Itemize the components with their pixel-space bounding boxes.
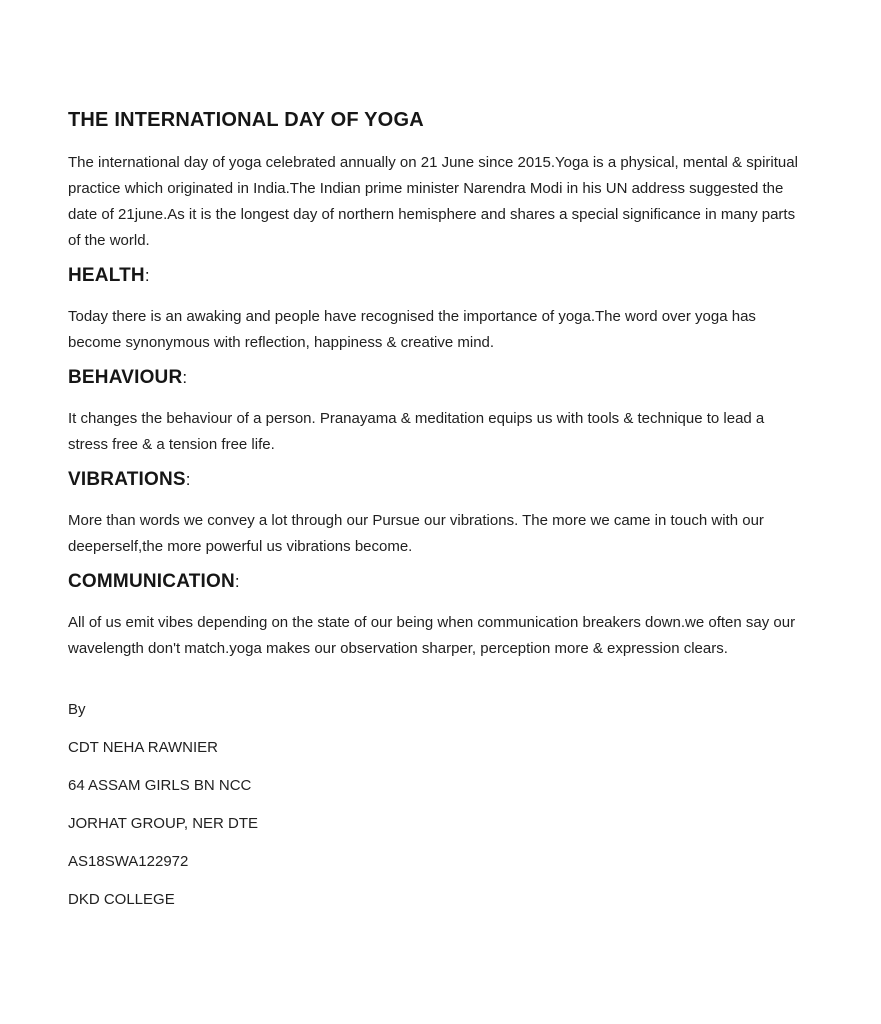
intro-paragraph: The international day of yoga celebrated annually on 21 June since 2015.Yoga is a physical, mental & spiritual practice which originated in India.The Indian prime minister Narendra Modi in his UN address suggested the date of 21june.As it is the longest day of northern hemisphere and shares a special significance in many parts of the world. [68, 154, 798, 249]
section-heading-text: BEHAVIOUR [68, 367, 183, 388]
signature-name: CDT NEHA RAWNIER [68, 739, 219, 756]
section-heading-text: HEALTH [68, 265, 145, 286]
signature-regimental-number: AS18SWA122972 [68, 853, 189, 870]
section-health [68, 264, 808, 356]
signature-group: JORHAT GROUP, NER DTE [68, 815, 259, 832]
section-heading-colon: : [182, 368, 188, 387]
section-communication [68, 570, 808, 662]
section-communication-heading [68, 570, 808, 594]
section-health-heading [68, 264, 808, 288]
section-vibrations [68, 468, 808, 560]
section-heading-text: VIBRATIONS [68, 469, 186, 490]
document-title: THE INTERNATIONAL DAY OF YOGA [68, 109, 424, 131]
section-behaviour-heading [68, 366, 808, 390]
section-heading-colon: : [185, 470, 191, 489]
signature-block [68, 697, 808, 913]
section-heading-colon: : [144, 266, 150, 285]
section-vibrations-heading [68, 468, 808, 492]
section-vibrations-body: More than words we convey a lot through our Pursue our vibrations. The more we came in touch with our deeperself,the more powerful us vibrations become. [68, 512, 764, 555]
section-heading-colon: : [234, 572, 240, 591]
signature-college: DKD COLLEGE [68, 891, 175, 908]
section-health-body: Today there is an awaking and people have recognised the importance of yoga.The word over yoga has become synonymous with reflection, happiness & creative mind. [68, 308, 756, 351]
signature-by: By [68, 701, 86, 718]
section-behaviour [68, 366, 808, 458]
signature-battalion: 64 ASSAM GIRLS BN NCC [68, 777, 252, 794]
section-heading-text: COMMUNICATION [68, 571, 235, 592]
section-behaviour-body: It changes the behaviour of a person. Pranayama & meditation equips us with tools & technique to lead a stress free & a tension free life. [68, 410, 765, 453]
document-page [68, 108, 808, 925]
section-communication-body: All of us emit vibes depending on the state of our being when communication breakers down.we often say our wavelength don't match.yoga makes our observation sharper, perception more & expression clears. [68, 614, 796, 657]
